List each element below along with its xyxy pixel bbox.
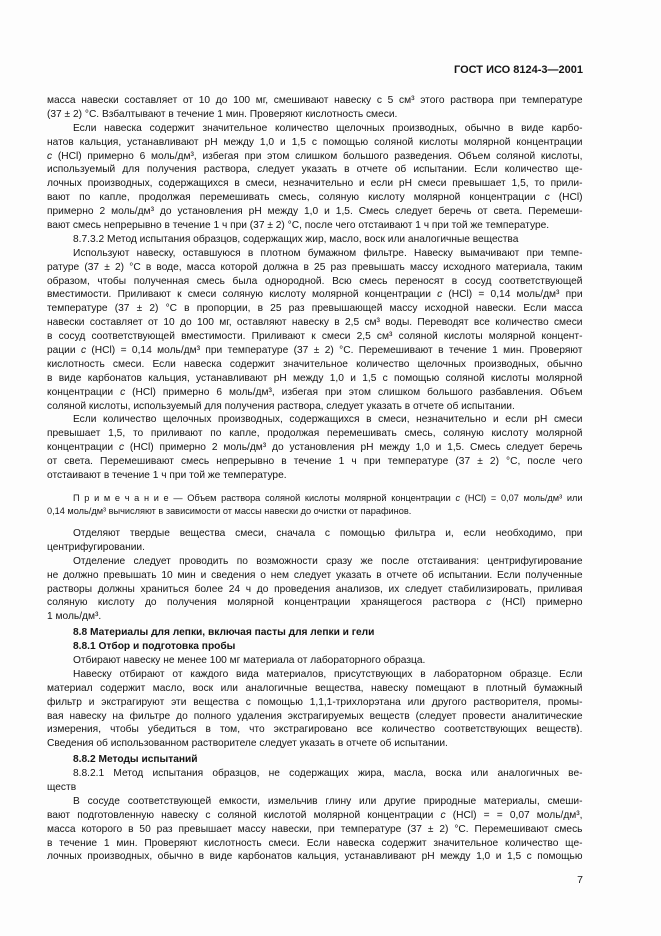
paragraph: [47, 122, 583, 233]
variable-symbol: c: [544, 192, 550, 204]
line-text: материал содержит масло, воск или аналогичные вещества, навеску помещают в плотный бумажный: [47, 682, 583, 694]
line-text: Отбирают навеску не менее 100 мг материала от лабораторного образца.: [73, 654, 426, 666]
text-line: [47, 626, 583, 640]
line-text: вают по капле, продолжая перемешивать смесь, соляную кислоту молярной концентрации c (HCl): [47, 192, 583, 204]
line-text: вают подготовленную навеску с соляной кислотой молярной концентрации c (HCl) = = 0,07 моль/дм³,: [47, 809, 583, 821]
line-text: Навеску отбирают от каждого вида материалов, присутствующих в лабораторном образце. Если: [73, 668, 583, 680]
text-line: [47, 492, 583, 505]
paragraph: [47, 668, 583, 751]
line-text: В сосуде соответствующей емкости, измельчив глину или другие природные материалы, смеши-: [73, 795, 583, 807]
text-line: [47, 610, 583, 624]
line-text: 8.8 Материалы для лепки, включая пасты для лепки и гели: [73, 627, 375, 639]
document-header: ГОСТ ИСО 8124-3—2001: [453, 64, 583, 76]
line-text: вместимости. Приливают к смеси соляную кислоту молярной концентрации c (HCl) = 0,14 моль/дм³ при: [47, 289, 583, 301]
line-text: измерения, чтобы убедиться в том, что экстрагировано все количество соответствующих веществ).: [47, 724, 583, 736]
text-line: [47, 823, 583, 837]
section-heading: [47, 626, 583, 640]
text-line: [47, 455, 583, 469]
text-line: [47, 358, 583, 372]
variable-symbol: c: [486, 597, 492, 609]
line-text: Отделяют твердые вещества смеси, сначала с помощью фильтра и, если необходимо, при: [73, 527, 583, 539]
text-line: [47, 441, 583, 455]
line-text: образом, чтобы полученная смесь была однородной. Всю смесь переносят в сосуд соответствующей: [47, 275, 583, 287]
text-line: [47, 837, 583, 851]
line-text: превышает 1,5, то приливают по капле, продолжая перемешивать смесь, соляную кислоту молярной: [47, 428, 583, 440]
text-line: [47, 427, 583, 441]
text-line: [47, 527, 583, 541]
variable-symbol: c: [455, 492, 461, 503]
paragraph: [47, 555, 583, 624]
text-line: [47, 767, 583, 781]
variable-symbol: c: [47, 150, 53, 162]
line-text: 0,14 моль/дм³ вычисляют в зависимости от массы навески до очистки от парафинов.: [47, 505, 412, 516]
text-line: [47, 330, 583, 344]
paragraph: [47, 527, 583, 555]
text-line: [47, 809, 583, 823]
line-text: в сосуд соответствующей вместимости. Приливают к смеси 2,5 см³ соляной кислоты молярной концент-: [47, 331, 583, 343]
text-line: [47, 219, 583, 233]
line-text: навески составляет от 10 до 100 мг, оставляют навеску в 2,5 см³ воды. Переводят все количество смеси: [47, 317, 583, 329]
text-line: [47, 344, 583, 358]
line-text: (37 ± 2) °С. Взбалтывают в течение 1 мин. Проверяют кислотность смеси.: [47, 108, 398, 120]
text-line: [47, 781, 583, 795]
text-line: [47, 372, 583, 386]
line-text: соляную кислоту до получения молярной концентрации хранящегося раствора c (HCl) примерно: [47, 597, 583, 609]
paragraph: [47, 654, 583, 668]
text-line: [47, 640, 583, 654]
text-line: [47, 316, 583, 330]
line-text: от света. Перемешивают смесь непрерывно в течение 1 ч при температуре (37 ± 2) °С, после чего: [47, 456, 583, 468]
text-line: [47, 795, 583, 809]
text-line: [47, 505, 583, 518]
text-line: [47, 737, 583, 751]
paragraph: [47, 795, 583, 864]
line-text: рации c (HCl) = 0,14 моль/дм³ при температуре (37 ± 2) °С. Перемешивают в течение 1 мин. Проверяют: [47, 345, 583, 357]
line-text: ществ: [47, 781, 77, 793]
text-line: [47, 596, 583, 610]
variable-symbol: c: [118, 442, 125, 454]
line-text: c (HCl) примерно 6 моль/дм³, избегая при этом слишком большого разведения. Объем соляной кислоты,: [47, 150, 583, 162]
page-number: 7: [577, 874, 583, 886]
line-text: Используют навеску, оставшуюся в плотном бумажном фильтре. Навеску вымачивают при темпе-: [73, 247, 583, 259]
text-line: [47, 654, 583, 668]
text-line: [47, 122, 583, 136]
line-text: температуре (37 ± 2) °С в пропорции, в 25 раз превышающей массу исходной навески. Если масса: [47, 303, 583, 315]
text-line: [47, 682, 583, 696]
line-text: лочных производных, содержащихся в смеси, незначительно и если pH смеси превышает 1,5, то прили-: [47, 178, 583, 190]
line-text: Отделение следует проводить по возможности сразу же после отстаивания: центрифугирование: [73, 555, 583, 567]
text-line: [47, 191, 583, 205]
variable-symbol: c: [120, 386, 126, 398]
text-line: [47, 541, 583, 555]
line-text: натов кальция, устанавливают pH между 1,0 и 1,5 с помощью соляной кислоты молярной концентрации: [47, 136, 583, 148]
line-text: фильтр и экстрагируют эти вещества с помощью 1,1,1-трихлорэтана или другого растворителя, промы-: [47, 696, 583, 708]
paragraph: [47, 233, 583, 247]
line-text: примерно 2 моль/дм³ до установления pH между 1,0 и 1,5. Смесь следует беречь от света. Перемеши-: [47, 206, 583, 218]
line-text: кислотность смеси. Если навеска содержит значительное количество щелочных производных, обычно: [47, 358, 583, 370]
text-line: [47, 275, 583, 289]
line-text: центрифугировании.: [47, 541, 145, 553]
text-line: [47, 710, 583, 724]
line-text: масса которого в 50 раз превышает массу навески, при температуре (37 ± 2) °С. Перемешивают смесь: [47, 823, 583, 835]
text-line: [47, 163, 583, 177]
line-text: ратуре (37 ± 2) °С в воде, масса которой должна в 25 раз превышать массу исходного материала, таким: [47, 261, 583, 273]
text-line: [47, 400, 583, 414]
text-line: [47, 696, 583, 710]
text-line: [47, 469, 583, 483]
line-text: 8.8.2 Методы испытаний: [73, 754, 198, 766]
text-line: [47, 668, 583, 682]
line-text: концентрации c (HCl) примерно 6 моль/дм³, избегая при этом слишком большого разбавления. Объем: [47, 386, 583, 398]
line-text: 8.7.3.2 Метод испытания образцов, содержащих жир, масло, воск или аналогичные вещества: [73, 233, 519, 245]
text-line: [47, 261, 583, 275]
text-line: [47, 302, 583, 316]
variable-symbol: c: [437, 289, 443, 301]
paragraph: [47, 247, 583, 414]
section-heading: [47, 640, 583, 654]
text-line: [47, 850, 583, 864]
text-line: [47, 177, 583, 191]
text-line: [47, 583, 583, 597]
variable-symbol: c: [80, 345, 87, 357]
text-line: [47, 205, 583, 219]
text-line: [47, 136, 583, 150]
line-text: вая навеску на фильтре до полного удаления экстрагируемых веществ (следует провести аналитические: [47, 710, 583, 722]
line-text: в течение 1 мин. Проверяют кислотность смеси. Если навеска содержит значительное количество ще-: [47, 837, 583, 849]
text-line: [47, 753, 583, 767]
paragraph: [47, 94, 583, 122]
line-text: концентрации c (HCl) примерно 2 моль/дм³ до установления pH между 1,0 и 1,5. Смесь следует беречь: [47, 442, 583, 454]
line-text: Если количество щелочных производных, содержащихся в смеси, незначительно и если pH смеси: [73, 414, 583, 426]
text-line: [47, 288, 583, 302]
text-line: [47, 233, 583, 247]
line-text: не должно превышать 10 мин и сведения о нем следует указать в отчете об испытании. Если полученные: [47, 569, 583, 581]
paragraph: [47, 767, 583, 795]
line-text: 8.8.1 Отбор и подготовка пробы: [73, 641, 236, 653]
document-body: [47, 94, 583, 864]
line-text: в виде карбонатов кальция, устанавливают pH между 1,0 и 1,5 с помощью соляной кислоты молярной: [47, 372, 583, 384]
line-text: Если навеска содержит значительное количество щелочных производных, обычно в виде карбо-: [73, 122, 583, 134]
line-text: соляной кислоты, используемый для получения раствора, следует указать в отчете об испытании.: [47, 400, 515, 412]
text-line: [47, 247, 583, 261]
text-line: [47, 723, 583, 737]
text-line: [47, 413, 583, 427]
section-heading: [47, 753, 583, 767]
variable-symbol: c: [440, 809, 446, 821]
paragraph: [47, 413, 583, 482]
note: [47, 492, 583, 518]
text-line: [47, 386, 583, 400]
line-text: используемый для получения раствора, следует указать в отчете об испытании. Если количество ще-: [47, 164, 583, 176]
text-line: [47, 555, 583, 569]
text-line: [47, 569, 583, 583]
line-text: отстаивают в течение 1 ч при той же температуре.: [47, 470, 287, 482]
text-line: [47, 108, 583, 122]
text-line: [47, 150, 583, 164]
line-text: 1 моль/дм³.: [47, 611, 102, 623]
line-text: растворы должны храниться более 24 ч до проведения анализов, их следует стабилизировать, приливая: [47, 583, 583, 595]
text-line: [47, 94, 583, 108]
line-text: П р и м е ч а н и е — Объем раствора соляной кислоты молярной концентрации c (HCl) = 0,07 моль/дм³ или: [73, 492, 583, 503]
line-text: Сведения об использованном растворителе следует указать в отчете об испытании.: [47, 738, 448, 750]
line-text: 8.8.2.1 Метод испытания образцов, не содержащих жира, масла, воска или аналогичных ве-: [73, 768, 583, 780]
line-text: вают смесь непрерывно в течение 1 ч при (37 ± 2) °С, после чего отстаивают 1 ч при той же температуре.: [47, 220, 550, 232]
line-text: масса навески составляет от 10 до 100 мг, смешивают навеску с 5 см³ этого раствора при температуре: [47, 95, 583, 106]
line-text: лочных производных, обычно в виде карбонатов кальция, устанавливают pH между 1,0 и 1,5 с помощью: [47, 851, 583, 863]
